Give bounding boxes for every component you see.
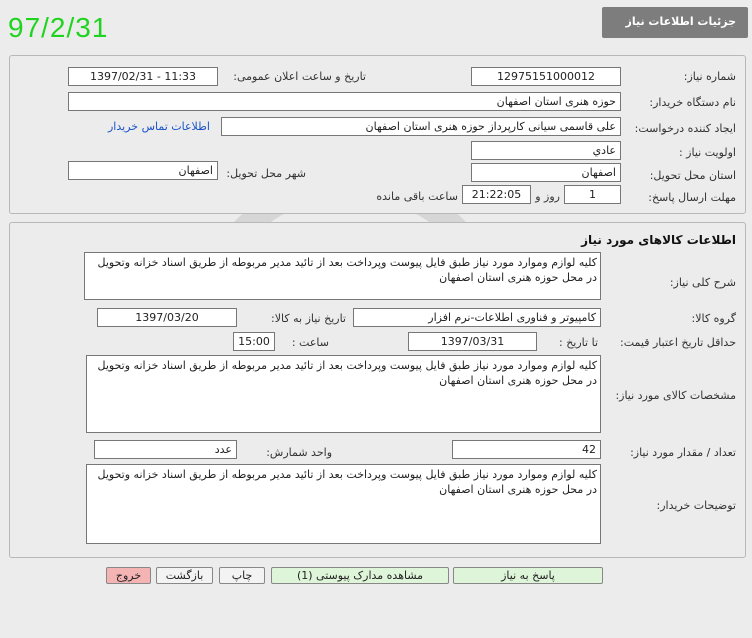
unit-field: عدد [94, 440, 237, 459]
buyer-org-label: نام دستگاه خریدار: [649, 96, 736, 109]
back-button[interactable]: بازگشت [156, 567, 213, 584]
buyer-notes-label: توضیحات خریدار: [656, 499, 736, 512]
time-label: ساعت : [291, 336, 329, 349]
time-field: 15:00 [233, 332, 275, 351]
priority-label: اولویت نیاز : [678, 146, 736, 159]
city-field: اصفهان [68, 161, 218, 180]
validity-label: حداقل تاریخ اعتبار قیمت: [620, 336, 736, 349]
until-date-field: 1397/03/31 [408, 332, 537, 351]
need-date-label: تاریخ نیاز به کالا: [271, 312, 346, 325]
until-date-label: تا تاریخ : [559, 336, 598, 349]
specs-field: کلیه لوازم وموارد مورد نیاز طبق فایل پیوست وپرداخت بعد از تائید مدیر مربوطه از طریق اسناد خزانه وتحویل در محل حوزه هنری استان اصفهان [86, 355, 601, 433]
deadline-label: مهلت ارسال پاسخ: [648, 191, 736, 204]
days-word: روز و [535, 190, 560, 203]
remaining-label: ساعت باقی مانده [376, 190, 458, 203]
province-label: استان محل تحویل: [649, 169, 736, 182]
buyer-contact-link[interactable]: اطلاعات تماس خریدار [108, 120, 210, 133]
buyer-org-field: حوزه هنری استان اصفهان [68, 92, 621, 111]
unit-label: واحد شمارش: [266, 446, 332, 459]
deadline-days-field: 1 [564, 185, 621, 204]
group-label: گروه کالا: [691, 312, 736, 325]
province-field: اصفهان [471, 163, 621, 182]
specs-label: مشخصات کالای مورد نیاز: [615, 389, 736, 402]
attachments-button[interactable]: مشاهده مدارک پیوستی (1) [271, 567, 449, 584]
reply-button[interactable]: پاسخ به نیاز [453, 567, 603, 584]
need-number-label: شماره نیاز: [683, 70, 736, 83]
requester-field: علی قاسمی سیانی کارپرداز حوزه هنری استان اصفهان [221, 117, 621, 136]
goods-section-title: اطلاعات کالاهای مورد نیاز [581, 233, 736, 247]
requester-label: ایجاد کننده درخواست: [634, 122, 736, 135]
page-title: جزئیات اطلاعات نیاز [625, 15, 736, 28]
print-button[interactable]: چاپ [219, 567, 265, 584]
buyer-notes-field: کلیه لوازم وموارد مورد نیاز طبق فایل پیوست وپرداخت بعد از تائید مدیر مربوطه از طریق اسناد خزانه وتحویل در محل حوزه هنری استان اصفهان [86, 464, 601, 544]
quantity-field: 42 [452, 440, 601, 459]
exit-button[interactable]: خروج [106, 567, 151, 584]
announce-label: تاریخ و ساعت اعلان عمومی: [233, 70, 366, 83]
deadline-time-field: 21:22:05 [462, 185, 531, 204]
need-date-field: 1397/03/20 [97, 308, 237, 327]
announce-field: 1397/02/31 - 11:33 [68, 67, 218, 86]
city-label: شهر محل تحویل: [226, 167, 306, 180]
date-stamp: 97/2/31 [8, 12, 109, 43]
priority-field: عادي [471, 141, 621, 160]
title-bar [602, 7, 748, 38]
quantity-label: تعداد / مقدار مورد نیاز: [630, 446, 736, 459]
summary-label: شرح کلی نیاز: [669, 276, 736, 289]
group-field: کامپیوتر و فناوری اطلاعات-نرم افزار [353, 308, 601, 327]
summary-field: کلیه لوازم وموارد مورد نیاز طبق فایل پیوست وپرداخت بعد از تائید مدیر مربوطه از طریق اسناد خزانه وتحویل در محل حوزه هنری استان اصفهان [84, 252, 601, 300]
need-number-field: 12975151000012 [471, 67, 621, 86]
